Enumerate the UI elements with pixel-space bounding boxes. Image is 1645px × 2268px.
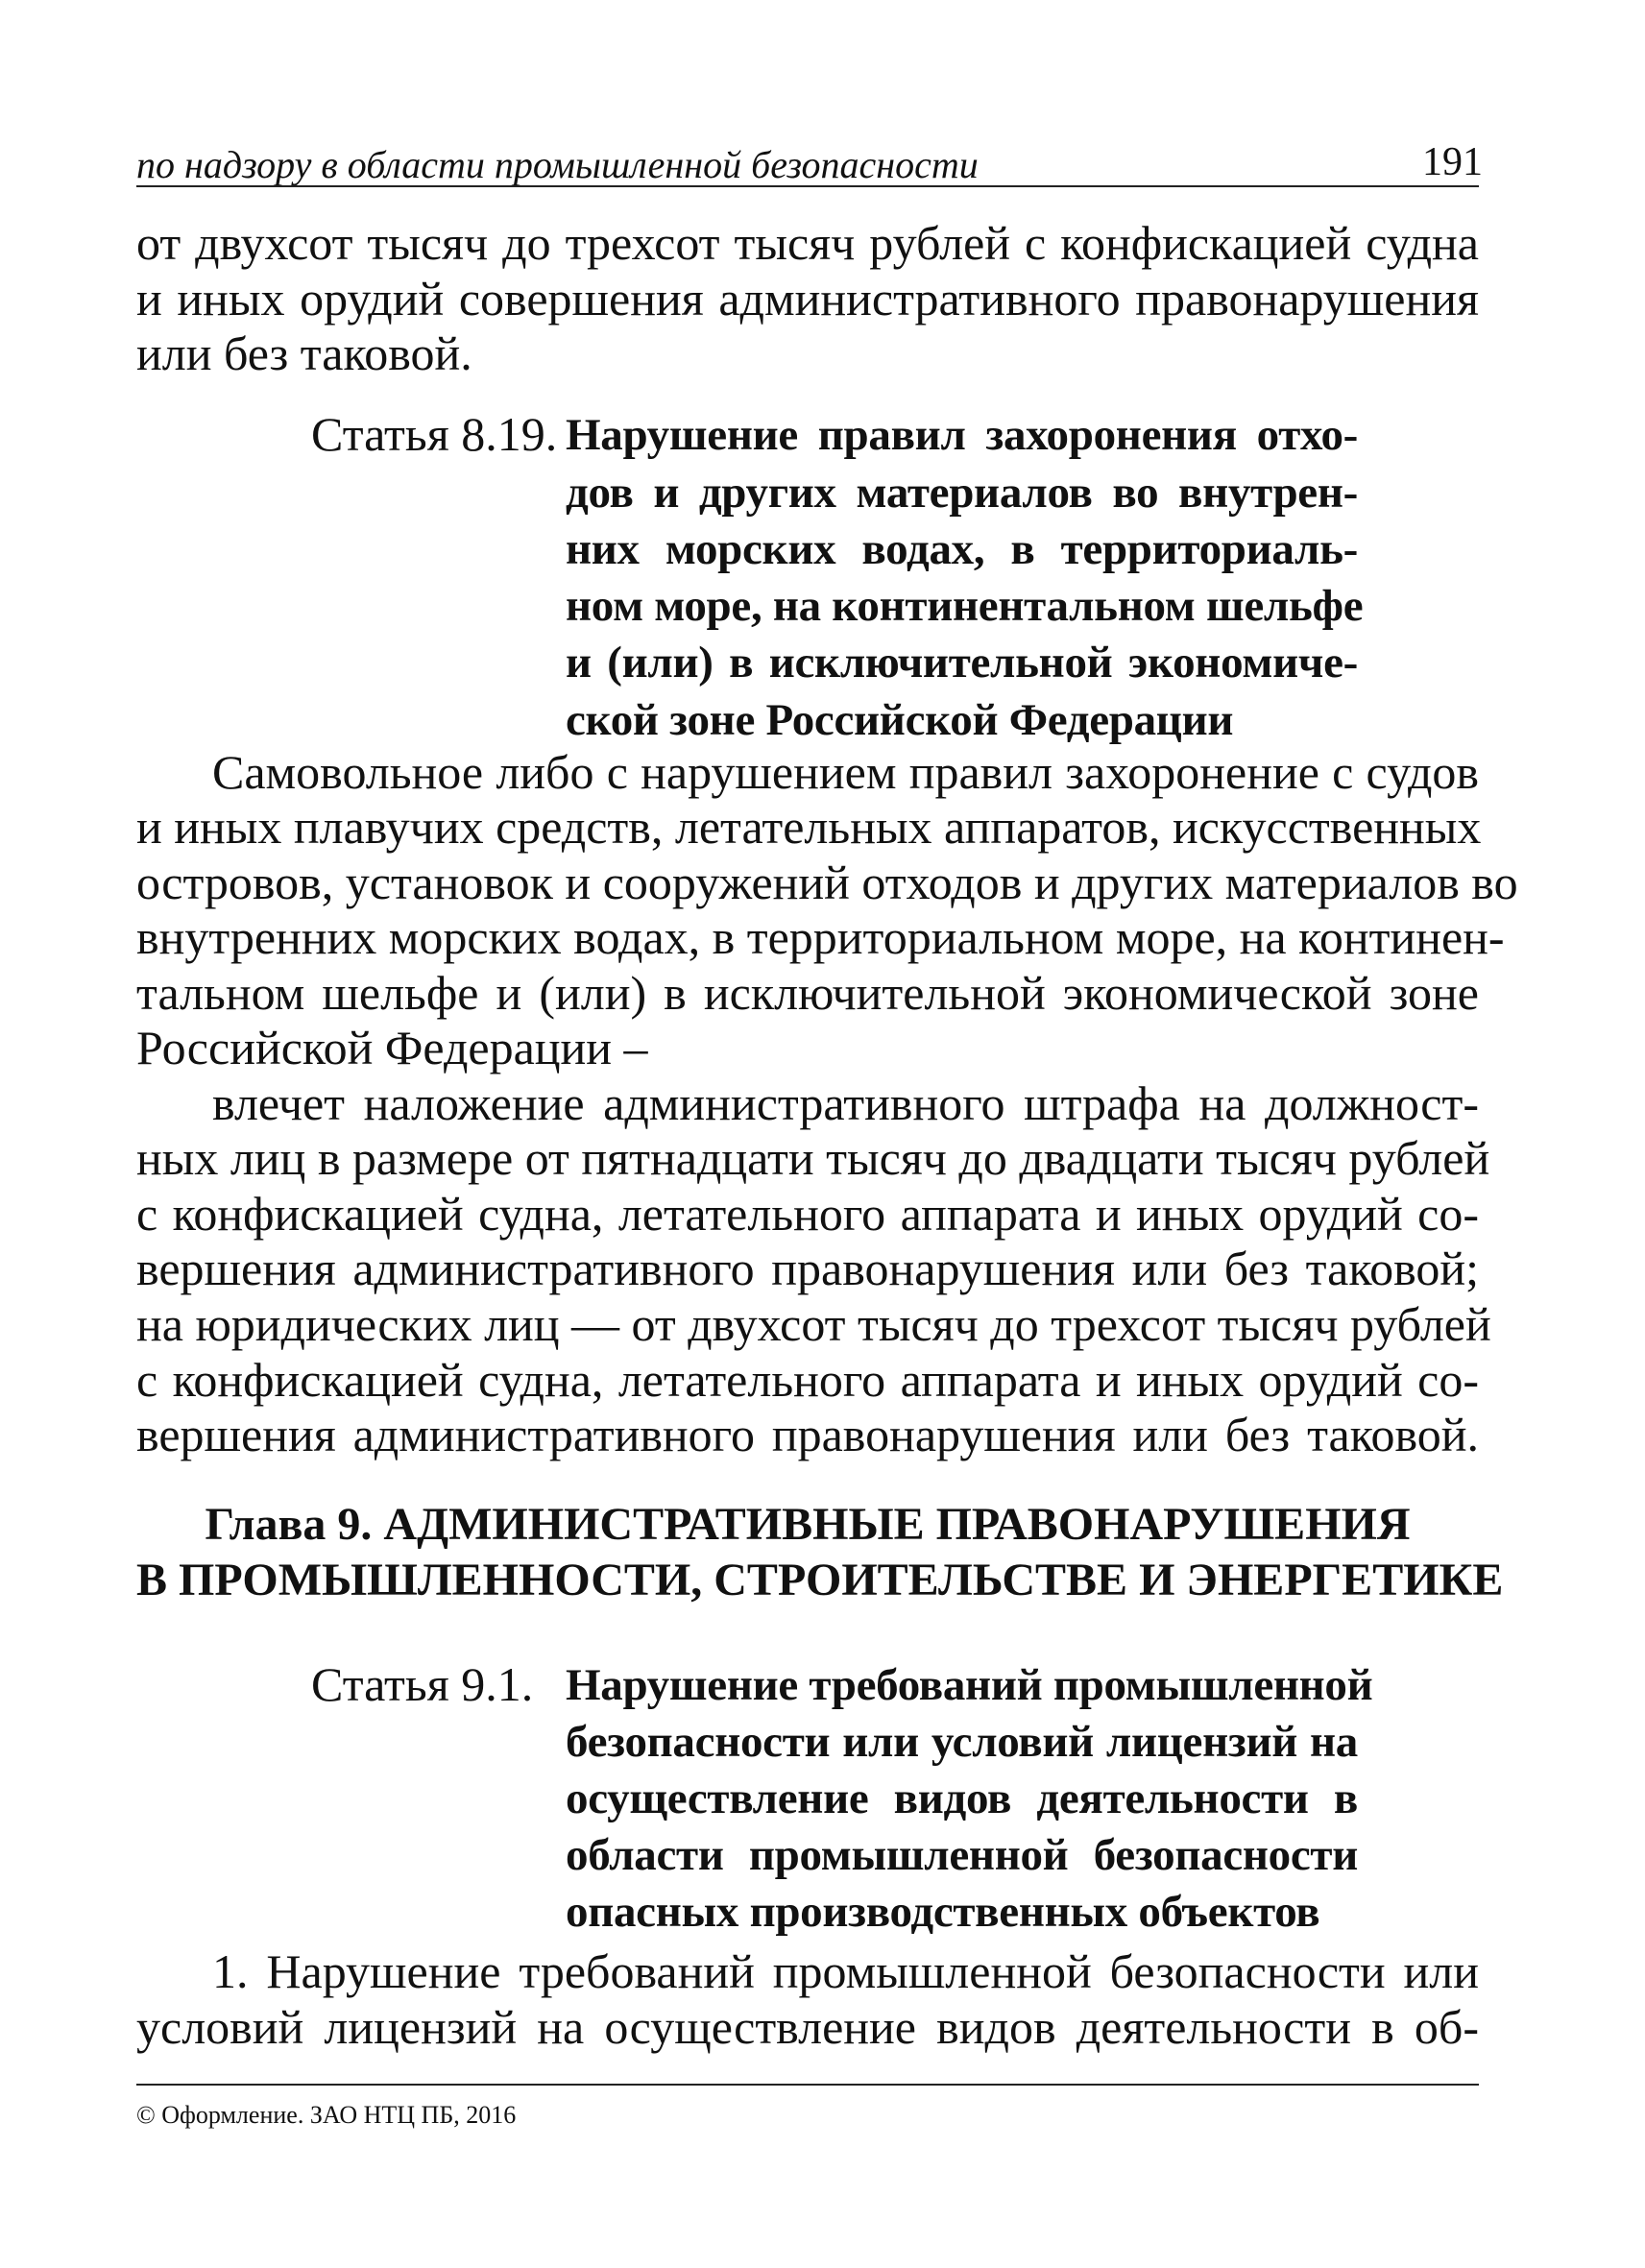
article-8-19-title-line: ном море, на континентальном шельфе [566, 581, 1364, 631]
paragraph-line: 1. Нарушение требований промышленной безопасности или [212, 1944, 1479, 1998]
paragraph-line: влечет наложение административного штрафа на должност- [212, 1076, 1479, 1130]
paragraph-line: на юридических лиц — от двухсот тысяч до трехсот тысяч рублей [136, 1297, 1491, 1351]
running-header-title: по надзору в области промышленной безопасности [136, 143, 979, 186]
paragraph-line: вершения административного правонарушения или без таковой; [136, 1242, 1479, 1295]
paragraph-line: ных лиц в размере от пятнадцати тысяч до двадцати тысяч рублей [136, 1131, 1490, 1185]
continuation-line: и иных орудий совершения административного правонарушения [136, 272, 1479, 326]
paragraph-line: тальном шельфе и (или) в исключительной экономической зоне [136, 966, 1479, 1020]
paragraph-line: и иных плавучих средств, летательных аппаратов, искусственных [136, 800, 1482, 854]
paragraph-line: Самовольное либо с нарушением правил захоронение с судов [212, 745, 1479, 799]
paragraph-line: условий лицензий на осуществление видов деятельности в об- [136, 2000, 1479, 2054]
article-9-1-title-line: Нарушение требований промышленной [566, 1660, 1373, 1710]
article-8-19-title-line: ской зоне Российской Федерации [566, 695, 1234, 745]
footer-copyright: © Оформление. ЗАО НТЦ ПБ, 2016 [136, 2101, 517, 2129]
article-8-19-title-line: Нарушение правил захоронения отхо- [566, 410, 1358, 460]
page-number: 191 [1422, 140, 1483, 184]
continuation-line: от двухсот тысяч до трехсот тысяч рублей с конфискацией судна [136, 216, 1479, 270]
header-rule [136, 185, 1479, 187]
footer-rule [136, 2084, 1479, 2086]
chapter-heading-line: В ПРОМЫШЛЕННОСТИ, СТРОИТЕЛЬСТВЕ И ЭНЕРГЕТИКЕ [136, 1555, 1504, 1605]
paragraph-line: островов, установок и сооружений отходов и других материалов во [136, 856, 1518, 909]
article-8-19-label: Статья 8.19. [311, 407, 558, 461]
article-8-19-title-line: и (или) в исключительной экономиче- [566, 638, 1358, 688]
paragraph-line: Российской Федерации – [136, 1021, 648, 1074]
paragraph-line: вершения административного правонарушения или без таковой. [136, 1408, 1479, 1461]
paragraph-line: с конфискацией судна, летательного аппарата и иных орудий со- [136, 1353, 1479, 1407]
article-9-1-title-line: безопасности или условий лицензий на [566, 1717, 1358, 1767]
paragraph-line: внутренних морских водах, в территориальном море, на континен- [136, 910, 1505, 964]
article-9-1-title-line: области промышленной безопасности [566, 1830, 1358, 1880]
article-8-19-title-line: них морских водах, в территориаль- [566, 524, 1358, 574]
article-8-19-title-line: дов и других материалов во внутрен- [566, 468, 1358, 518]
article-9-1-label: Статья 9.1. [311, 1657, 534, 1711]
article-9-1-title-line: опасных производственных объектов [566, 1887, 1320, 1937]
chapter-heading-line: Глава 9. АДМИНИСТРАТИВНЫЕ ПРАВОНАРУШЕНИЯ [205, 1499, 1411, 1550]
paragraph-line: с конфискацией судна, летательного аппарата и иных орудий со- [136, 1187, 1479, 1241]
article-9-1-title-line: осуществление видов деятельности в [566, 1773, 1358, 1823]
continuation-line: или без таковой. [136, 326, 472, 380]
